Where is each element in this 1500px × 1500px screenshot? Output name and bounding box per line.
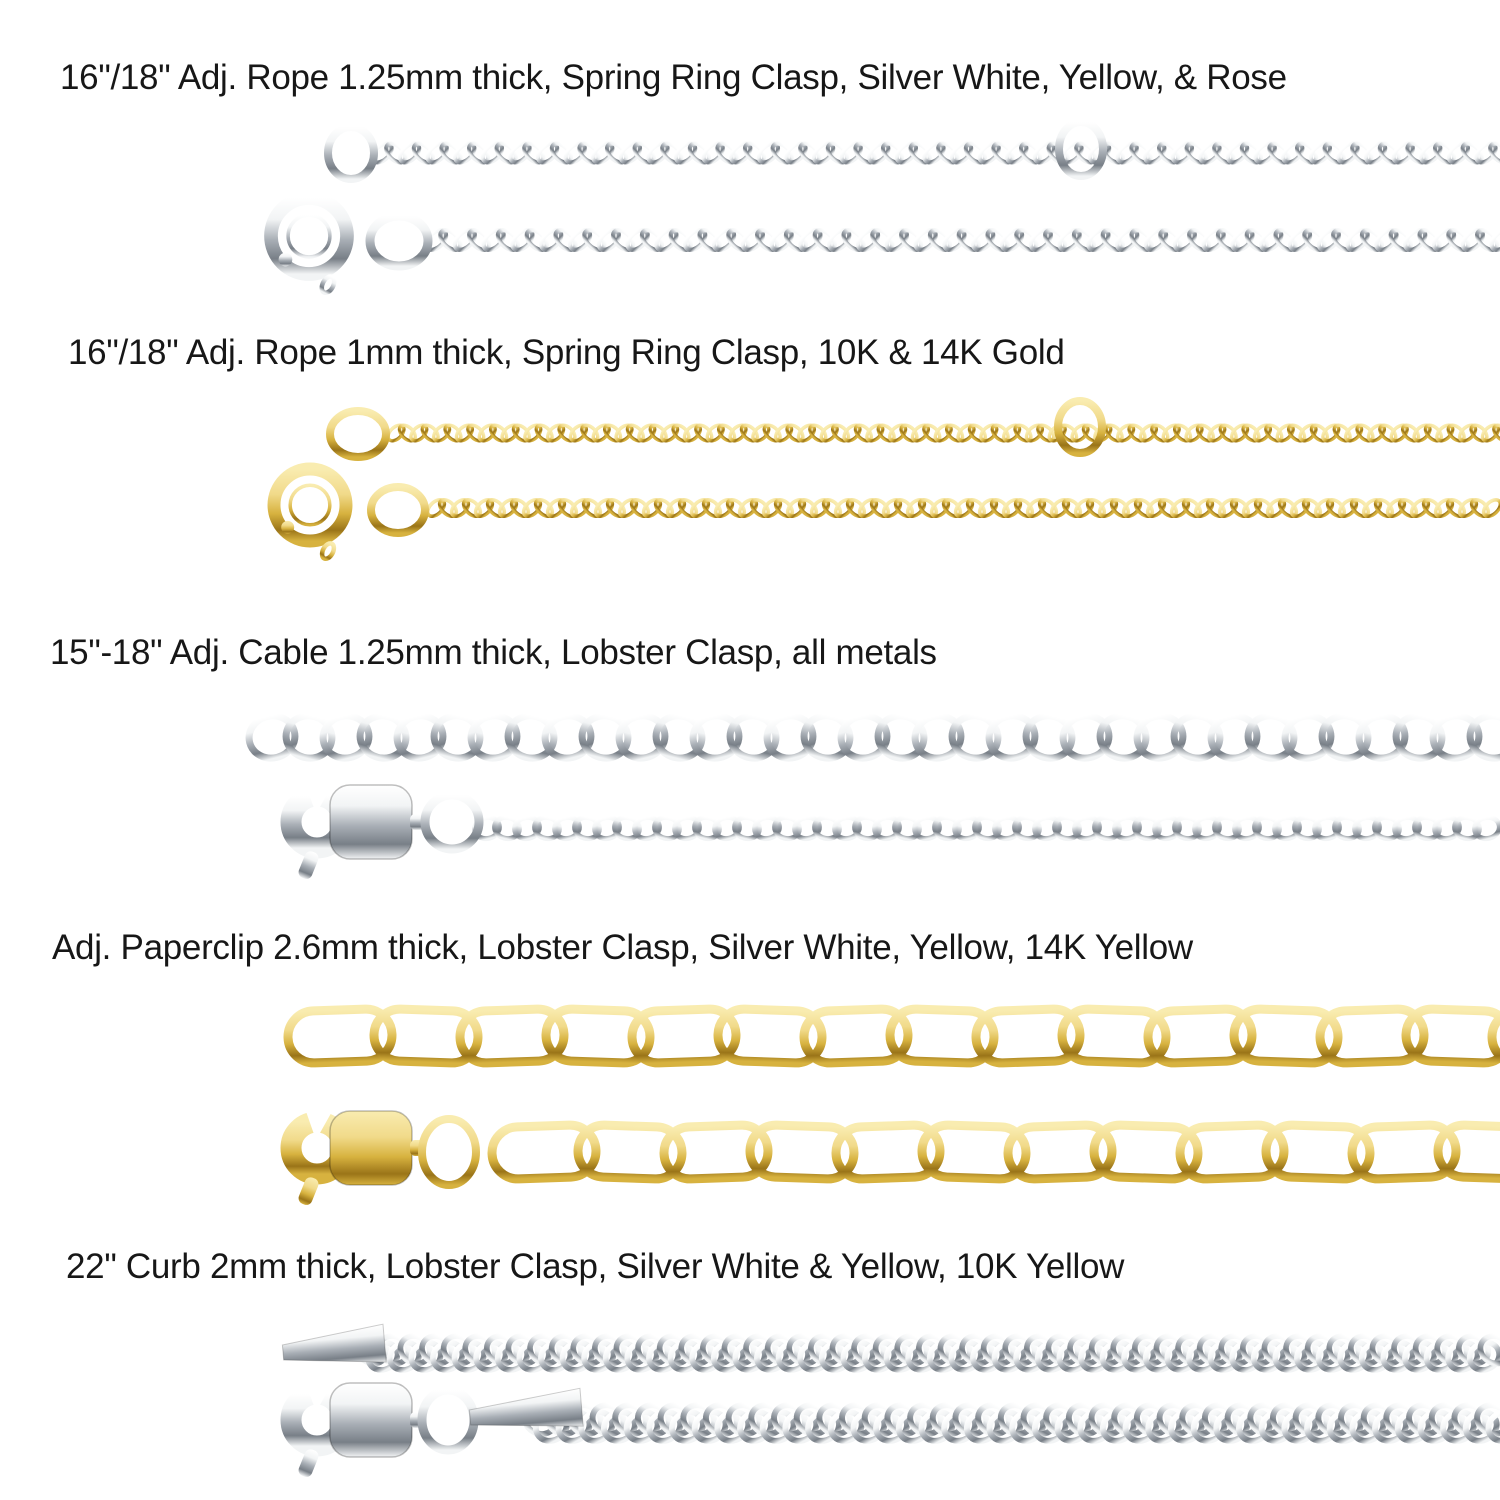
chain-strand (245, 711, 1500, 763)
section-title-rope-125: 16"/18" Adj. Rope 1.25mm thick, Spring Ring Clasp, Silver White, Yellow, & Rose (60, 58, 1287, 97)
section-title-rope-1: 16"/18" Adj. Rope 1mm thick, Spring Ring Clasp, 10K & 14K Gold (68, 333, 1065, 372)
cable-chain-silver (245, 711, 1500, 881)
jump-ring (370, 216, 428, 266)
chain-strand (291, 774, 1500, 881)
jump-ring (371, 487, 425, 533)
spring-ring-clasp (271, 198, 347, 295)
chain-strand (291, 1372, 1500, 1479)
jump-ring (425, 795, 479, 849)
spring-ring-clasp (274, 469, 346, 561)
chain-strand (287, 1008, 1500, 1064)
jump-ring (330, 411, 386, 457)
chain-strand (330, 401, 1500, 457)
rope-chain-gold (274, 401, 1500, 561)
chain-strand (274, 469, 1500, 561)
lobster-clasp (291, 774, 426, 881)
rope-chain-silver (271, 122, 1500, 295)
paperclip-chain-gold (287, 1008, 1500, 1207)
jump-ring (422, 1119, 476, 1185)
section-title-curb: 22" Curb 2mm thick, Lobster Clasp, Silver White & Yellow, 10K Yellow (66, 1247, 1125, 1286)
chain-strand (328, 122, 1500, 179)
section-title-cable: 15"-18" Adj. Cable 1.25mm thick, Lobster Clasp, all metals (50, 633, 937, 672)
chain-strand (271, 198, 1500, 295)
lobster-clasp (291, 1372, 426, 1479)
lobster-clasp (291, 1100, 426, 1207)
curb-chain-silver (281, 1324, 1500, 1479)
section-title-paperclip: Adj. Paperclip 2.6mm thick, Lobster Clasp, Silver White, Yellow, 14K Yellow (52, 928, 1193, 967)
jump-ring (422, 1390, 474, 1450)
jump-ring (328, 127, 374, 179)
chain-strand (291, 1100, 1500, 1207)
chain-strand (281, 1324, 1500, 1375)
